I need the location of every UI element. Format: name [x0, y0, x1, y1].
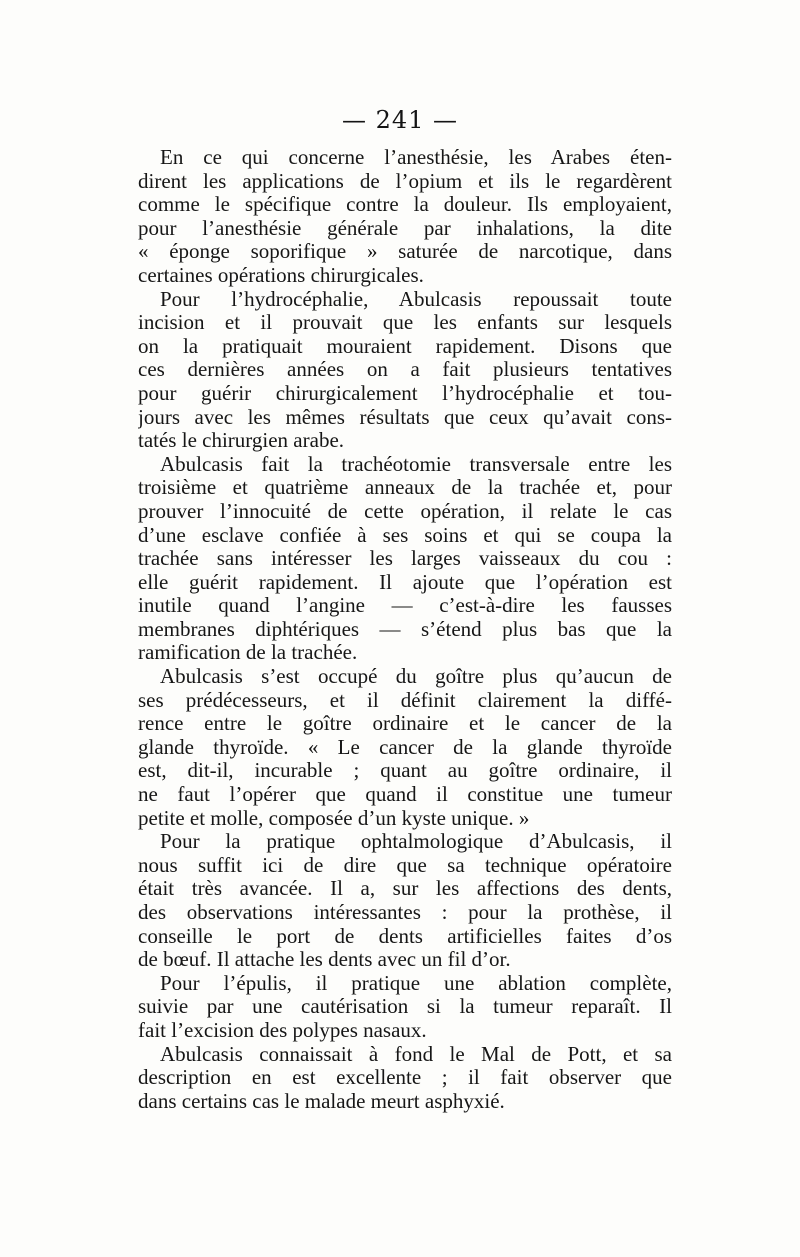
text-line: suivie par une cautérisation si la tumeur reparaît. Il: [138, 995, 672, 1019]
text-line: inutile quand l’angine — c’est-à-dire les fausses: [138, 594, 672, 618]
paragraph: [138, 665, 672, 830]
text-line: fait l’excision des polypes nasaux.: [138, 1018, 427, 1042]
paragraph: [138, 146, 672, 288]
text-line: dirent les applications de l’opium et ils le regardèrent: [138, 169, 672, 193]
text-line: dans certains cas le malade meurt asphyxié.: [138, 1089, 505, 1113]
text-line: est, dit-il, incurable ; quant au goître ordinaire, il: [138, 759, 672, 783]
paragraph: [138, 972, 672, 1043]
text-line: on la pratiquait mouraient rapidement. Disons que: [138, 334, 672, 358]
text-line: ramification de la trachée.: [138, 641, 358, 665]
page-number: — 241 —: [341, 106, 459, 134]
text-line: Abulcasis s’est occupé du goître plus qu’aucun de: [160, 665, 672, 689]
text-line: ne faut l’opérer que quand il constitue une tumeur: [138, 783, 672, 807]
text-line: de bœuf. Il attache les dents avec un fil d’or.: [138, 948, 511, 972]
text-line: incision et il prouvait que les enfants sur lesquels: [138, 311, 672, 335]
paragraph: [138, 288, 672, 453]
text-line: « éponge soporifique » saturée de narcotique, dans: [138, 240, 672, 264]
text-line: jours avec les mêmes résultats que ceux qu’avait cons-: [138, 405, 672, 429]
text-line: Pour la pratique ophtalmologique d’Abulcasis, il: [160, 830, 672, 854]
text-line: rence entre le goître ordinaire et le cancer de la: [138, 712, 672, 736]
text-line: troisième et quatrième anneaux de la trachée et, pour: [138, 476, 672, 500]
text-line: des observations intéressantes : pour la prothèse, il: [138, 901, 672, 924]
text-line: trachée sans intéresser les larges vaisseaux du cou :: [138, 547, 672, 571]
text-line: Abulcasis fait la trachéotomie transversale entre les: [160, 452, 672, 476]
text-line: Pour l’hydrocéphalie, Abulcasis repoussait toute: [160, 287, 672, 311]
paragraph: [138, 830, 672, 972]
text-line: nous suffit ici de dire que sa technique opératoire: [138, 853, 672, 877]
text-line: d’une esclave confiée à ses soins et qui se coupa la: [138, 523, 672, 547]
text-line: Abulcasis connaissait à fond le Mal de Pott, et sa: [160, 1042, 672, 1066]
text-line: Pour l’épulis, il pratique une ablation complète,: [160, 971, 672, 995]
text-line: description en est excellente ; il fait observer que: [138, 1066, 672, 1090]
text-line: comme le spécifique contre la douleur. Ils employaient,: [138, 193, 672, 217]
text-line: était très avancée. Il a, sur les affections des dents,: [138, 877, 672, 901]
text-line: elle guérit rapidement. Il ajoute que l’opération est: [138, 570, 672, 594]
paragraph: [138, 453, 672, 665]
text-line: petite et molle, composée d’un kyste unique. »: [138, 806, 530, 830]
text-line: conseille le port de dents artificielles faites d’os: [138, 924, 672, 948]
text-line: En ce qui concerne l’anesthésie, les Arabes éten-: [160, 146, 672, 169]
text-line: ses prédécesseurs, et il définit clairement la diffé-: [138, 688, 672, 712]
text-line: pour guérir chirurgicalement l’hydrocéphalie et tou-: [138, 381, 672, 405]
body-text: [138, 146, 672, 1113]
paragraph: [138, 1043, 672, 1114]
text-line: membranes diphtériques — s’étend plus bas que la: [138, 617, 672, 641]
text-line: tatés le chirurgien arabe.: [138, 429, 345, 453]
text-line: ces dernières années on a fait plusieurs tentatives: [138, 358, 672, 382]
text-line: prouver l’innocuité de cette opération, il relate le cas: [138, 499, 672, 523]
text-line: pour l’anesthésie générale par inhalations, la dite: [138, 216, 672, 240]
text-line: certaines opérations chirurgicales.: [138, 263, 424, 287]
text-line: glande thyroïde. « Le cancer de la glande thyroïde: [138, 735, 672, 759]
